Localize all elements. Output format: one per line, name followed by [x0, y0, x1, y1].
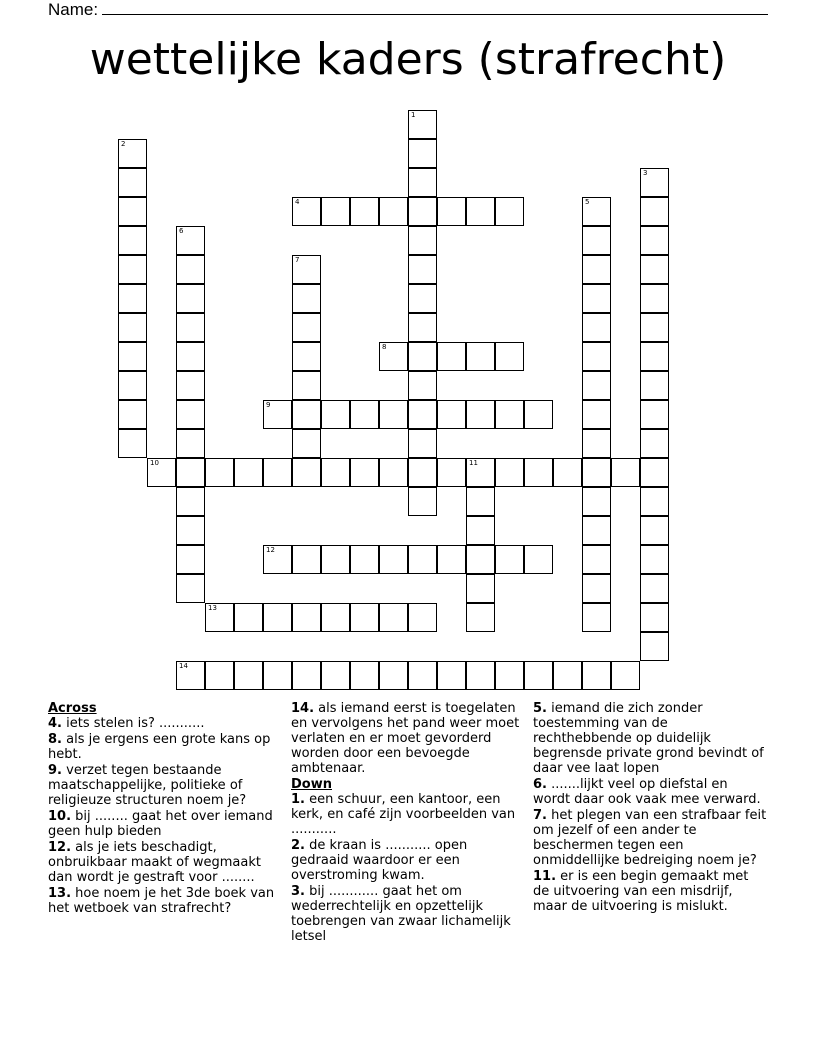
cell-number: 8	[382, 343, 387, 351]
clue-down-1: 1. een schuur, een kantoor, een kerk, en café zijn voorbeelden van ...........	[291, 792, 516, 837]
crossword-cell[interactable]	[582, 574, 611, 603]
crossword-cell[interactable]	[321, 458, 350, 487]
crossword-cell[interactable]	[379, 342, 408, 371]
crossword-cell[interactable]	[408, 429, 437, 458]
crossword-cell[interactable]	[350, 545, 379, 574]
crossword-cell[interactable]	[582, 545, 611, 574]
crossword-cell[interactable]	[582, 371, 611, 400]
crossword-cell[interactable]	[582, 226, 611, 255]
crossword-cell[interactable]	[524, 400, 553, 429]
crossword-cell[interactable]	[321, 661, 350, 690]
cell-number: 7	[295, 256, 300, 264]
crossword-cell[interactable]	[263, 661, 292, 690]
crossword-cell[interactable]	[408, 342, 437, 371]
crossword-cell[interactable]	[321, 603, 350, 632]
crossword-cell[interactable]	[408, 168, 437, 197]
cell-number: 4	[295, 198, 300, 206]
crossword-cell[interactable]	[640, 632, 669, 661]
crossword-cell[interactable]	[466, 545, 495, 574]
crossword-cell[interactable]	[234, 661, 263, 690]
crossword-cell[interactable]	[176, 371, 205, 400]
crossword-cell[interactable]	[640, 342, 669, 371]
crossword-cell[interactable]	[640, 545, 669, 574]
crossword-cell[interactable]	[350, 458, 379, 487]
crossword-cell[interactable]	[350, 603, 379, 632]
crossword-cell[interactable]	[176, 226, 205, 255]
cell-number: 2	[121, 140, 126, 148]
crossword-cell[interactable]	[321, 400, 350, 429]
clue-across-13: 13. hoe noem je het 3de boek van het wetboek van strafrecht?	[48, 886, 275, 916]
cell-number: 1	[411, 111, 416, 119]
crossword-cell[interactable]	[495, 545, 524, 574]
crossword-cell[interactable]	[582, 429, 611, 458]
clue-across-12: 12. als je iets beschadigt, onbruikbaar maakt of wegmaakt dan wordt je gestraft voor ........	[48, 840, 261, 885]
crossword-cell[interactable]	[408, 603, 437, 632]
crossword-cell[interactable]	[292, 371, 321, 400]
crossword-cell[interactable]	[582, 255, 611, 284]
crossword-cell[interactable]	[292, 313, 321, 342]
cell-number: 13	[208, 604, 217, 612]
crossword-cell[interactable]	[408, 284, 437, 313]
crossword-cell[interactable]	[466, 197, 495, 226]
crossword-cell[interactable]	[466, 487, 495, 516]
crossword-cell[interactable]	[379, 458, 408, 487]
crossword-cell[interactable]	[495, 661, 524, 690]
crossword-cell[interactable]	[582, 342, 611, 371]
cell-number: 12	[266, 546, 275, 554]
across-heading: Across	[48, 701, 97, 716]
crossword-cell[interactable]	[408, 487, 437, 516]
crossword-cell[interactable]	[466, 661, 495, 690]
crossword-cell[interactable]	[379, 400, 408, 429]
crossword-cell[interactable]	[408, 226, 437, 255]
crossword-cell[interactable]	[582, 458, 611, 487]
crossword-cell[interactable]	[118, 255, 147, 284]
crossword-cell[interactable]	[292, 429, 321, 458]
crossword-cell[interactable]	[234, 458, 263, 487]
crossword-cell[interactable]	[176, 429, 205, 458]
clue-down-3: 3. bij ............ gaat het om wederrechtelijk en opzettelijk toebrengen van zwaar lichamelijk letsel	[291, 884, 511, 944]
crossword-cell[interactable]	[176, 342, 205, 371]
crossword-cell[interactable]	[292, 661, 321, 690]
crossword-cell[interactable]	[234, 603, 263, 632]
crossword-cell[interactable]	[408, 545, 437, 574]
crossword-cell[interactable]	[205, 458, 234, 487]
crossword-cell[interactable]	[524, 458, 553, 487]
crossword-cell[interactable]	[524, 661, 553, 690]
crossword-cell[interactable]	[466, 603, 495, 632]
crossword-cell[interactable]	[640, 429, 669, 458]
crossword-cell[interactable]	[437, 545, 466, 574]
crossword-cell[interactable]	[408, 400, 437, 429]
crossword-cell[interactable]	[466, 516, 495, 545]
clue-down-5: 5. iemand die zich zonder toestemming van de rechthebbende op duidelijk begrensde private grond bevindt of daar vee laat lopen	[533, 701, 764, 776]
crossword-cell[interactable]	[437, 661, 466, 690]
crossword-cell[interactable]	[640, 168, 669, 197]
crossword-cell[interactable]	[611, 661, 640, 690]
crossword-cell[interactable]	[466, 342, 495, 371]
crossword-cell[interactable]	[176, 487, 205, 516]
crossword-cell[interactable]	[292, 197, 321, 226]
crossword-cell[interactable]	[118, 342, 147, 371]
crossword-cell[interactable]	[176, 545, 205, 574]
crossword-cell[interactable]	[118, 429, 147, 458]
crossword-cell[interactable]	[640, 371, 669, 400]
crossword-cell[interactable]	[495, 400, 524, 429]
crossword-cell[interactable]	[118, 284, 147, 313]
crossword-cell[interactable]	[553, 458, 582, 487]
crossword-cell[interactable]	[292, 603, 321, 632]
clues-column-2	[291, 701, 525, 945]
page-title: wettelijke kaders (strafrecht)	[89, 34, 727, 85]
crossword-cell[interactable]	[292, 284, 321, 313]
down-heading: Down	[291, 777, 332, 792]
crossword-cell[interactable]	[263, 545, 292, 574]
crossword-cell[interactable]	[553, 661, 582, 690]
crossword-cell[interactable]	[176, 313, 205, 342]
clue-across-10: 10. bij ........ gaat het over iemand geen hulp bieden	[48, 809, 273, 839]
crossword-cell[interactable]	[582, 487, 611, 516]
crossword-cell[interactable]	[640, 516, 669, 545]
crossword-cell[interactable]	[176, 284, 205, 313]
crossword-cell[interactable]	[408, 197, 437, 226]
crossword-cell[interactable]	[582, 313, 611, 342]
crossword-cell[interactable]	[466, 574, 495, 603]
crossword-cell[interactable]	[437, 197, 466, 226]
crossword-cell[interactable]	[292, 342, 321, 371]
crossword-cell[interactable]	[205, 603, 234, 632]
crossword-cell[interactable]	[408, 255, 437, 284]
clue-across-14: 14. als iemand eerst is toegelaten en vervolgens het pand weer moet verlaten en er moet gevorderd worden door een bevoegde ambtenaar.	[291, 701, 520, 776]
crossword-cell[interactable]	[350, 661, 379, 690]
crossword-cell[interactable]	[408, 313, 437, 342]
crossword-cell[interactable]	[640, 400, 669, 429]
clue-down-11: 11. er is een begin gemaakt met de uitvoering van een misdrijf, maar de uitvoering is mislukt.	[533, 869, 749, 914]
crossword-cell[interactable]	[611, 458, 640, 487]
crossword-cell[interactable]	[408, 661, 437, 690]
crossword-cell[interactable]	[495, 458, 524, 487]
clue-across-4: 4. iets stelen is? ...........	[48, 716, 205, 731]
crossword-cell[interactable]	[582, 603, 611, 632]
clue-down-2: 2. de kraan is ........... open gedraaid waardoor er een overstroming kwam.	[291, 838, 468, 883]
cell-number: 6	[179, 227, 184, 235]
crossword-cell[interactable]	[582, 400, 611, 429]
crossword-cell[interactable]	[321, 197, 350, 226]
crossword-cell[interactable]	[582, 516, 611, 545]
crossword-cell[interactable]	[466, 458, 495, 487]
clue-down-7: 7. het plegen van een strafbaar feit om jezelf of een ander te beschermen tegen een onmiddellijke bedreiging noem je?	[533, 808, 767, 868]
crossword-cell[interactable]	[118, 371, 147, 400]
cell-number: 9	[266, 401, 271, 409]
crossword-cell[interactable]	[437, 458, 466, 487]
crossword-cell[interactable]	[118, 168, 147, 197]
crossword-cell[interactable]	[176, 400, 205, 429]
cell-number: 11	[469, 459, 478, 467]
clues-column-3	[533, 701, 768, 915]
cell-number: 10	[150, 459, 159, 467]
cell-number: 14	[179, 662, 188, 670]
crossword-cell[interactable]	[263, 400, 292, 429]
name-label: Name:	[48, 0, 99, 19]
crossword-cell[interactable]	[118, 400, 147, 429]
crossword-cell[interactable]	[118, 139, 147, 168]
clue-across-8: 8. als je ergens een grote kans op hebt.	[48, 732, 271, 762]
crossword-cell[interactable]	[408, 371, 437, 400]
crossword-cell[interactable]	[292, 400, 321, 429]
crossword-cell[interactable]	[640, 313, 669, 342]
clue-across-9: 9. verzet tegen bestaande maatschappelijke, politieke of religieuze structuren noem je?	[48, 763, 247, 808]
crossword-cell[interactable]	[379, 603, 408, 632]
crossword-cell[interactable]	[379, 545, 408, 574]
crossword-cell[interactable]	[118, 197, 147, 226]
crossword-cell[interactable]	[408, 110, 437, 139]
cell-number: 5	[585, 198, 590, 206]
crossword-cell[interactable]	[321, 545, 350, 574]
crossword-cell[interactable]	[118, 313, 147, 342]
crossword-cell[interactable]	[147, 458, 176, 487]
crossword-cell[interactable]	[437, 342, 466, 371]
crossword-cell[interactable]	[350, 400, 379, 429]
crossword-cell[interactable]	[292, 255, 321, 284]
crossword-cell[interactable]	[176, 516, 205, 545]
crossword-cell[interactable]	[640, 603, 669, 632]
crossword-cell[interactable]	[466, 400, 495, 429]
clues-column-1	[48, 701, 280, 917]
crossword-cell[interactable]	[176, 661, 205, 690]
cell-number: 3	[643, 169, 648, 177]
crossword-cell[interactable]	[176, 458, 205, 487]
crossword-cell[interactable]	[524, 545, 553, 574]
crossword-cell[interactable]	[263, 603, 292, 632]
crossword-cell[interactable]	[582, 284, 611, 313]
crossword-cell[interactable]	[640, 197, 669, 226]
clue-down-6: 6. .......lijkt veel op diefstal en wordt daar ook vaak mee verward.	[533, 777, 761, 807]
crossword-cell[interactable]	[205, 661, 234, 690]
crossword-cell[interactable]	[292, 545, 321, 574]
crossword-cell[interactable]	[640, 255, 669, 284]
crossword-cell[interactable]	[350, 197, 379, 226]
crossword-cell[interactable]	[292, 458, 321, 487]
crossword-cell[interactable]	[495, 197, 524, 226]
crossword-cell[interactable]	[176, 574, 205, 603]
crossword-cell[interactable]	[176, 255, 205, 284]
crossword-cell[interactable]	[582, 661, 611, 690]
crossword-cell[interactable]	[640, 458, 669, 487]
crossword-cell[interactable]	[640, 487, 669, 516]
crossword-cell[interactable]	[582, 197, 611, 226]
crossword-cell[interactable]	[263, 458, 292, 487]
crossword-cell[interactable]	[408, 139, 437, 168]
crossword-cell[interactable]	[640, 226, 669, 255]
crossword-cell[interactable]	[379, 661, 408, 690]
crossword-cell[interactable]	[437, 400, 466, 429]
crossword-cell[interactable]	[495, 342, 524, 371]
crossword-cell[interactable]	[118, 226, 147, 255]
crossword-cell[interactable]	[379, 197, 408, 226]
crossword-cell[interactable]	[640, 574, 669, 603]
crossword-cell[interactable]	[640, 284, 669, 313]
crossword-cell[interactable]	[408, 458, 437, 487]
